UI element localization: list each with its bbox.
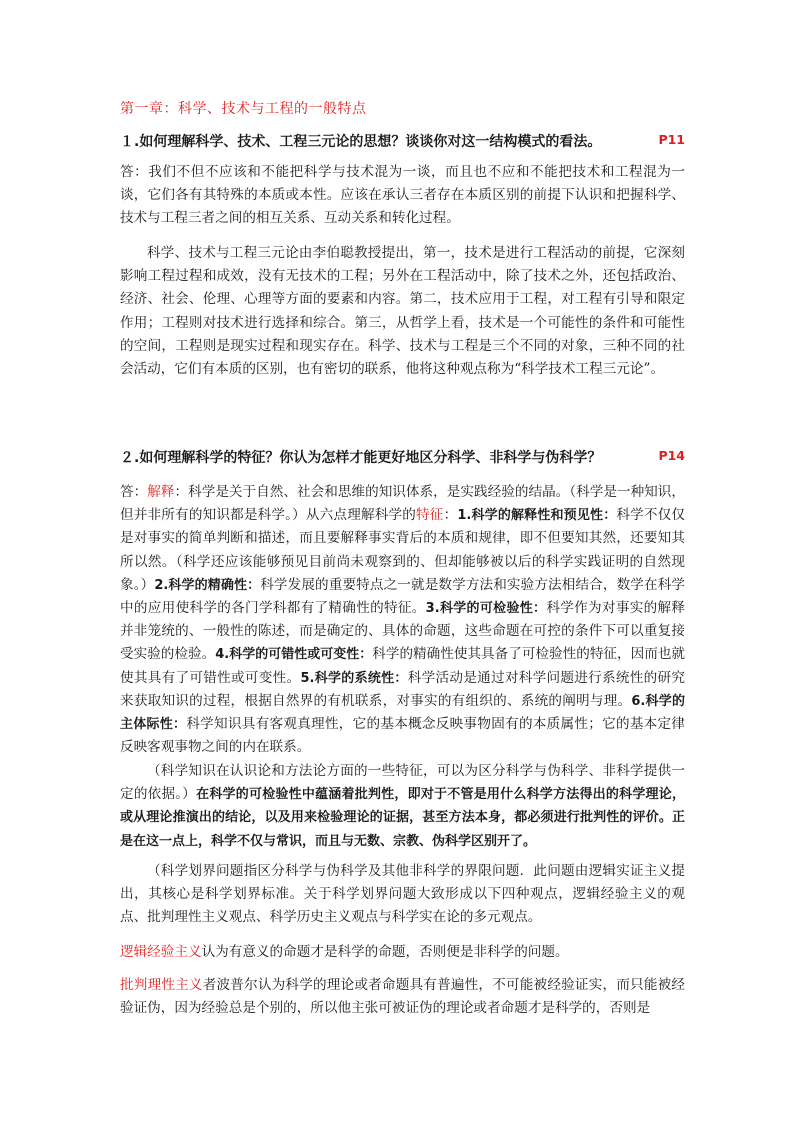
- feature-1-label: 1.科学的解释性和预见性：: [457, 508, 617, 524]
- term-critical-rationalism: 批判理性主义: [120, 977, 203, 993]
- feature-3-text: 科学作为对事实的解释并非笼统的、一般性的陈述，而是确定的、具体的命题，这些命题在可控的条件下可以重复接受实验的检验。: [120, 600, 685, 663]
- feature-6-text: 科学知识具有客观真理性，它的基本概念反映事物固有的本质属性；它的基本定律反映客观事物之间的内在联系。: [120, 716, 685, 756]
- text-span: ：科学是关于自然、社会和思维的知识体系，是实践经验的结晶。（科学是一种知识，但并非所有的知识都是科学。）从六点理解科学的: [120, 484, 686, 524]
- feature-6-label: 6.科学的主体际性：: [120, 693, 686, 733]
- answer-1-paragraph-1: 答：我们不但不应该和不能把科学与技术混为一谈，而且也不应和不能把技术和工程混为一谈，它们各有其特殊的本质或本性。应该在承认三者存在本质区别的前提下认识和把握科学、技术与工程三者之间的相互关系、互动关系和转化过程。: [120, 164, 685, 227]
- feature-4-label: 4.科学的可错性或可变性：: [215, 647, 373, 663]
- question-1-title: １.如何理解科学、技术、工程三元论的思想？谈谈你对这一结构模式的看法。: [120, 134, 602, 150]
- feature-4-text: 科学的精确性使其具备了可检验性的特征，因而也就使其具有了可错性或可变性。: [120, 646, 686, 686]
- answer-2-paragraph-4: [120, 941, 685, 964]
- question-1-page-ref: P11: [658, 132, 685, 147]
- answer-1-paragraph-2: 科学、技术与工程三元论由李伯聪教授提出，第一，技术是进行工程活动的前提，它深刻影响工程过程和成效，没有无技术的工程；另外在工程活动中，除了技术之外，还包括政治、经济、社会、伦理、心理等方面的要素和内容。第二，技术应用于工程，对工程有引导和限定作用；工程则对技术进行选择和综合。第三，从哲学上看，技术是一个可能性的条件和可能性的空间，工程则是现实过程和现实存在。科学、技术与工程是三个不同的对象，三种不同的社会活动，它们有本质的区别，也有密切的联系，他将这种观点称为“科学技术工程三元论”。: [120, 245, 685, 378]
- answer-2-paragraph-5: [120, 974, 685, 1020]
- text-span: 认为有意义的命题才是科学的命题，否则便是非科学的问题。: [201, 944, 569, 960]
- answer-2-paragraph-2: [120, 760, 685, 853]
- text-span: 者波普尔认为科学的理论或者命题具有普遍性，不可能被经验证实，而只能被经验证伪，因为经验总是个别的，所以他主张可被证伪的理论或者命题才是科学的，否则是: [120, 977, 686, 1017]
- feature-1-text: 科学不仅仅是对事实的简单判断和描述，而且要解释事实背后的本质和规律，即不但要知其然，还要知其所以然。（科学还应该能够预见目前尚未观察到的、但却能够被以后的科学实践证明的自然现象。）: [120, 507, 686, 593]
- answer-2-paragraph-1: [120, 481, 685, 759]
- text-span: ：: [443, 507, 458, 524]
- answer-prefix: 答：: [120, 484, 148, 500]
- feature-3-label: 3.科学的可检验性：: [425, 601, 547, 617]
- feature-5-text: 科学活动是通过对科学问题进行系统性的研究来获取知识的过程，根据自然界的有机联系，对事实的有组织的、系统的阐明与理。: [120, 669, 686, 709]
- question-1-heading: [120, 131, 685, 151]
- question-2-page-ref: P14: [658, 448, 685, 463]
- question-2-title: ２.如何理解科学的特征？你认为怎样才能更好地区分科学、非科学与伪科学？: [120, 450, 602, 466]
- keyword-explanation: 解释: [147, 484, 175, 500]
- text-span: （科学知识在认识论和方法论方面的一些特征，可以为区分科学与伪科学、非科学提供一定的依据。）: [120, 763, 685, 803]
- answer-2-paragraph-3: （科学划界问题指区分科学与伪科学及其他非科学的界限问题．此问题由逻辑实证主义提出，其核心是科学划界标准。关于科学划界问题大致形成以下四种观点，逻辑经验主义的观点、批判理性主义观点、科学历史主义观点与科学实在论的多元观点。: [120, 863, 685, 926]
- feature-2-text: 科学发展的重要特点之一就是数学方法和实验方法相结合，数学在科学中的应用使科学的各门学科都有了精确性的特征。: [120, 576, 686, 617]
- feature-5-label: 5.科学的系统性：: [300, 670, 408, 686]
- bold-statement: 在科学的可检验性中蕴涵着批判性，即对于不管是用什么科学方法得出的科学理论，或从理论推演出的结论，以及用来检验理论的证据，甚至方法本身，都必须进行批判性的评价。正是在这一点上，科学不仅与常识，而且与无数、宗教、伪科学区别开了。: [120, 787, 685, 849]
- feature-2-label: 2.科学的精确性：: [154, 577, 261, 593]
- keyword-feature: 特征: [416, 507, 444, 524]
- question-2-heading: [120, 447, 685, 467]
- chapter-title: 第一章：科学、技术与工程的一般特点: [120, 101, 367, 117]
- term-logical-empiricism: 逻辑经验主义: [120, 944, 202, 960]
